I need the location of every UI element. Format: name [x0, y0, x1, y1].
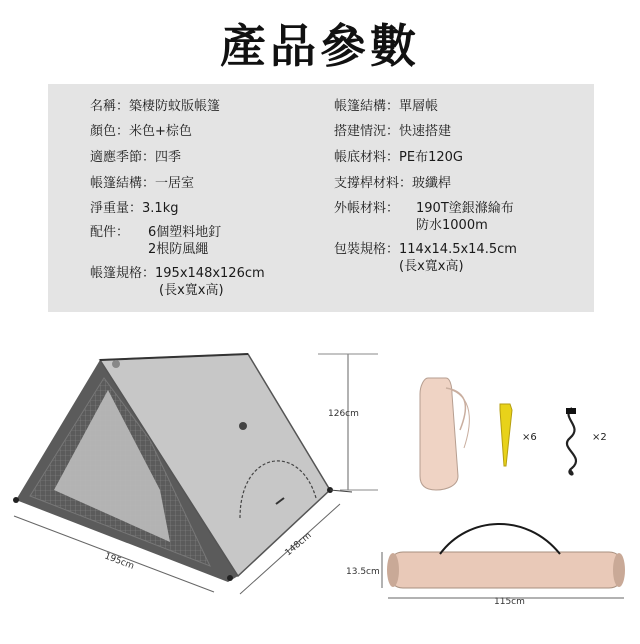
spec-key: 帳篷規格： — [90, 266, 156, 281]
spec-key: 配件： — [90, 225, 130, 240]
spec-value: 米色+棕色 — [129, 124, 192, 139]
spec-value-line2: 防水1000m — [416, 218, 488, 233]
spec-value: 6個塑料地釘 — [148, 225, 222, 240]
spec-value: 3.1kg — [142, 201, 179, 216]
spec-row-weight — [90, 200, 178, 217]
bag-length-dim-label: 115cm — [494, 597, 525, 607]
spec-key: 顏色： — [90, 124, 130, 139]
spec-key: 淨重量： — [90, 201, 143, 216]
spec-value: 快速搭建 — [399, 124, 452, 139]
height-dim-label: 126cm — [328, 409, 359, 419]
carry-bag — [388, 552, 624, 588]
spec-value-group — [416, 200, 514, 234]
spec-value-line2: (長x寬x高) — [159, 283, 224, 298]
spec-row-floor — [334, 149, 463, 166]
spec-row-outer — [334, 200, 514, 234]
tent-illustration — [0, 330, 640, 640]
spec-row-color — [90, 123, 192, 140]
spec-key: 搭建情況： — [334, 124, 400, 139]
spec-value-group — [399, 241, 517, 275]
spec-row-pole — [334, 175, 451, 192]
spec-key: 帳篷結構： — [334, 99, 400, 114]
spec-row-setup — [334, 123, 451, 140]
spec-row-layer — [334, 98, 438, 115]
spec-value: 190T塗銀滌綸布 — [416, 201, 514, 216]
bag-height-dim-label: 13.5cm — [346, 567, 380, 577]
spec-key: 支撐桿材料： — [334, 176, 413, 191]
spec-value: 195x148x126cm — [155, 266, 265, 281]
spec-row-name — [90, 98, 220, 115]
spec-row-accessories — [90, 224, 221, 258]
spec-value-line2: (長x寬x高) — [399, 259, 464, 274]
spec-key: 包裝規格： — [334, 242, 400, 257]
spec-value: 單層帳 — [399, 99, 439, 114]
wind-rope — [567, 408, 576, 474]
spec-panel — [48, 84, 594, 312]
ground-stake — [500, 404, 512, 466]
spec-key: 適應季節： — [90, 150, 156, 165]
spec-row-season — [90, 149, 181, 166]
spec-value: 築棲防蚊版帳篷 — [129, 99, 221, 114]
spec-row-package — [334, 241, 517, 275]
spec-key: 外帳材料： — [334, 201, 400, 216]
product-diagram — [0, 330, 640, 640]
spec-key: 帳底材料： — [334, 150, 400, 165]
width-dim-label: 148cm — [283, 530, 314, 559]
stuff-sack — [420, 378, 458, 490]
spec-value: 玻纖桿 — [412, 176, 452, 191]
spec-row-size — [90, 265, 265, 299]
spec-value: PE布120G — [399, 150, 463, 165]
spec-value: 四季 — [155, 150, 182, 165]
spec-value-group — [148, 224, 221, 258]
rope-qty-label: ×2 — [592, 432, 607, 443]
spec-value: 114x14.5x14.5cm — [399, 242, 517, 257]
length-dim-label: 195cm — [102, 551, 136, 572]
spec-key: 名稱： — [90, 99, 130, 114]
spec-value-line2: 2根防風繩 — [148, 242, 209, 257]
spec-key: 帳篷結構： — [90, 176, 156, 191]
stake-qty-label: ×6 — [522, 432, 537, 443]
spec-row-structure — [90, 175, 194, 192]
page-title: 產品參數 — [220, 19, 420, 73]
spec-value-group — [155, 265, 265, 299]
spec-value: 一居室 — [155, 176, 195, 191]
